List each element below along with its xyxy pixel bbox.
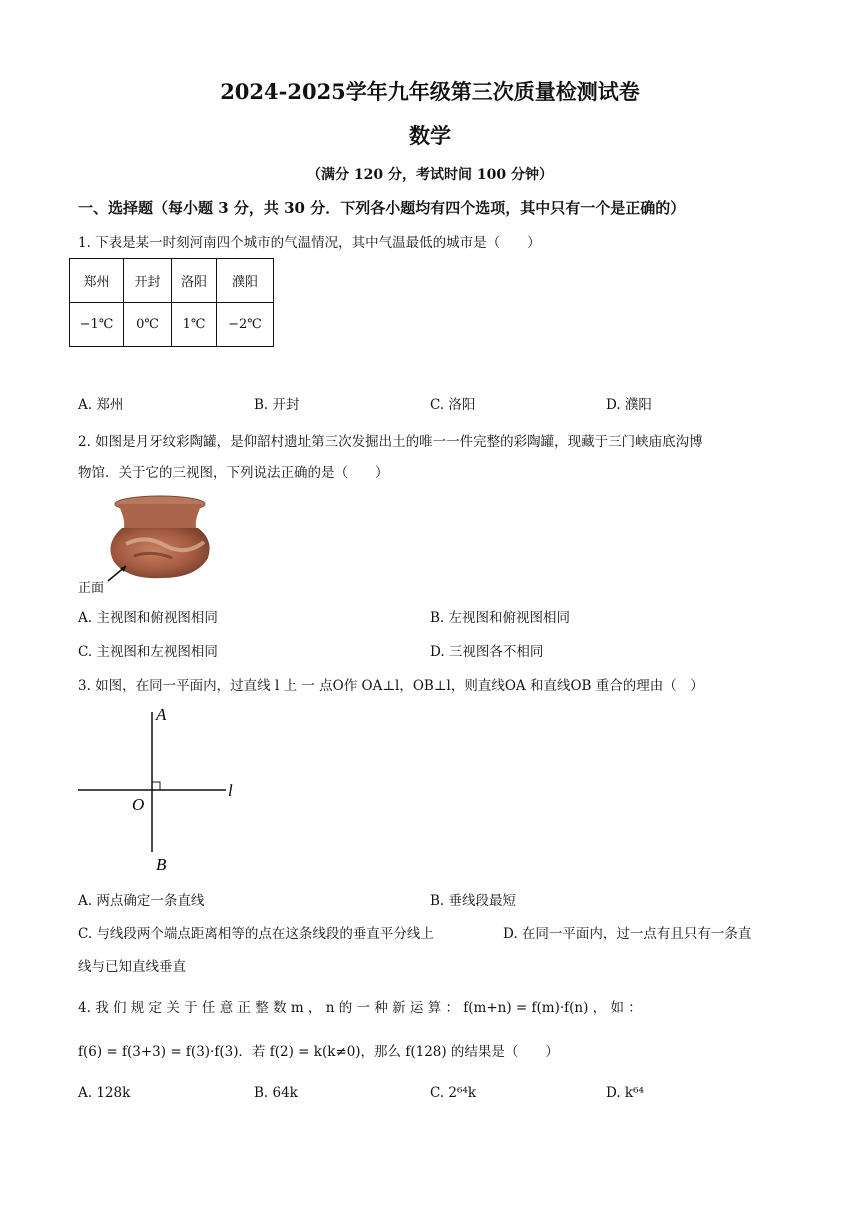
question-2-stem-line2: 物馆．关于它的三视图，下列说法正确的是（ ） [78, 465, 389, 481]
temperature-table [69, 258, 274, 347]
pottery-jar-figure [76, 492, 216, 598]
q1-option-d: D. 濮阳 [606, 397, 652, 413]
q4-option-d: D. k⁶⁴ [606, 1085, 644, 1101]
q1-option-a: A. 郑州 [78, 397, 124, 413]
table-cell-temp: −1℃ [70, 303, 124, 347]
question-3-stem: 3. 如图，在同一平面内，过直线 l 上 一 点O作 OA⊥l，OB⊥l，则直线OA 和直线OB 重合的理由（ ） [78, 678, 704, 694]
question-1-stem: 1. 下表是某一时刻河南四个城市的气温情况，其中气温最低的城市是（ ） [78, 235, 541, 251]
question-4-stem-line1: 4. 我 们 规 定 关 于 任 意 正 整 数 m ， n 的 一 种 新 运 算 ： f(m+n) = f(m)·f(n) ， 如 ： [78, 1000, 642, 1016]
point-b-label: B [156, 855, 167, 874]
q1-option-b: B. 开封 [254, 397, 300, 413]
q1-option-c: C. 洛阳 [430, 397, 476, 413]
table-cell-city: 濮阳 [217, 259, 274, 303]
section-heading: 一、选择题（每小题 3 分，共 30 分．下列各小题均有四个选项，其中只有一个是正确的） [78, 199, 686, 217]
q3-option-d: D. 在同一平面内，过一点有且只有一条直 [503, 926, 752, 942]
table-cell-city: 洛阳 [172, 259, 217, 303]
q4-option-c: C. 2⁶⁴k [430, 1085, 477, 1101]
q2-option-c: C. 主视图和左视图相同 [78, 644, 218, 660]
question-2-stem-line1: 2. 如图是月牙纹彩陶罐，是仰韶村遗址第三次发掘出土的唯一一件完整的彩陶罐，现藏于三门峡庙底沟博 [78, 434, 703, 450]
table-cell-city: 开封 [124, 259, 172, 303]
q3-option-b: B. 垂线段最短 [430, 893, 517, 909]
score-time-note: （满分 120 分，考试时间 100 分钟） [307, 167, 553, 183]
question-4-stem-line2: f(6) = f(3+3) = f(3)·f(3)．若 f(2) = k(k≠0)，那么 f(128) 的结果是（ ） [78, 1044, 559, 1060]
q4-option-b: B. 64k [254, 1085, 298, 1101]
table-cell-temp: −2℃ [217, 303, 274, 347]
perpendicular-lines-figure [76, 700, 246, 874]
q3-option-d-continued: 线与已知直线垂直 [78, 959, 186, 975]
line-l-label: l [228, 781, 233, 800]
q2-option-b: B. 左视图和俯视图相同 [430, 610, 571, 626]
exam-title: 2024-2025学年九年级第三次质量检测试卷 [220, 79, 640, 104]
subject-title: 数学 [409, 123, 451, 148]
point-o-label: O [132, 795, 145, 814]
q2-option-a: A. 主视图和俯视图相同 [78, 610, 218, 626]
q4-option-a: A. 128k [78, 1085, 131, 1101]
front-view-label: 正面 [78, 581, 105, 596]
q3-option-a: A. 两点确定一条直线 [78, 893, 205, 909]
q2-option-d: D. 三视图各不相同 [430, 644, 544, 660]
q3-option-c: C. 与线段两个端点距离相等的点在这条线段的垂直平分线上 [78, 926, 434, 942]
point-a-label: A [156, 705, 167, 724]
table-cell-temp: 1℃ [172, 303, 217, 347]
table-cell-temp: 0℃ [124, 303, 172, 347]
table-cell-city: 郑州 [70, 259, 124, 303]
